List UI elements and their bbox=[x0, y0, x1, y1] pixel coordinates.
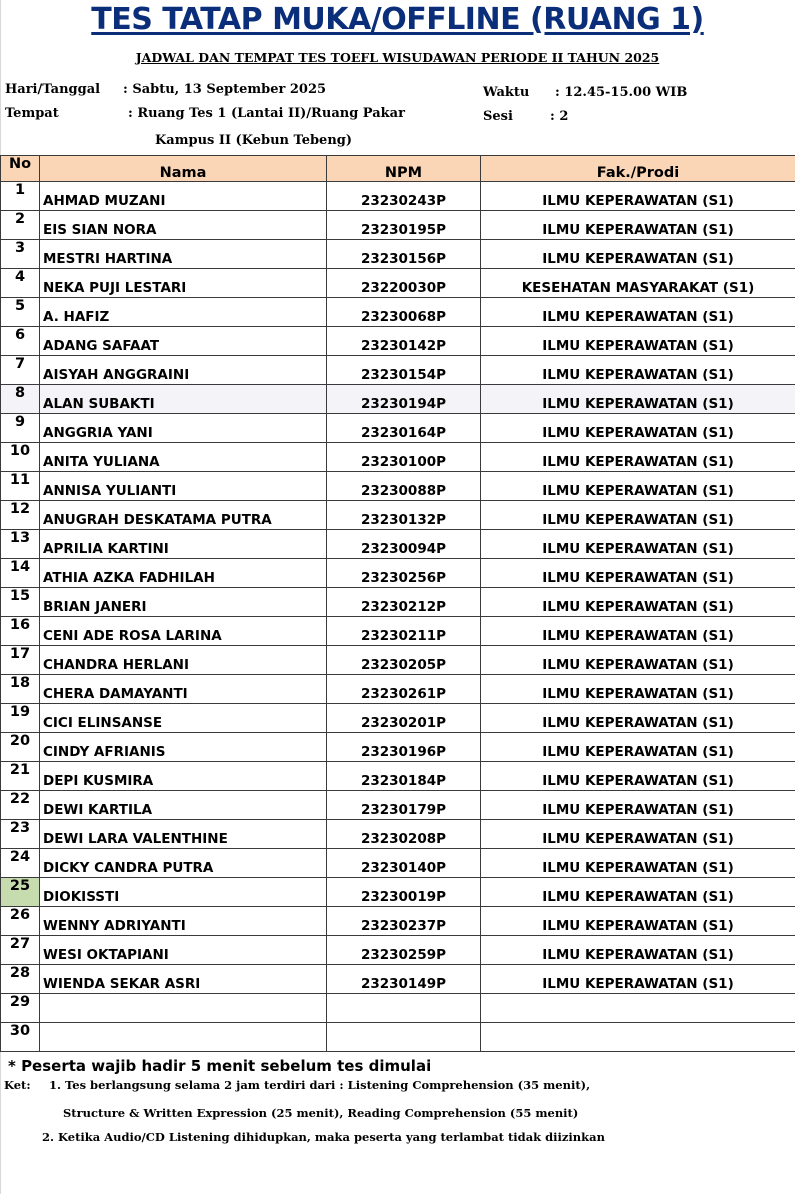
row-nama[interactable]: WESI OKTAPIANI bbox=[40, 936, 327, 965]
row-npm[interactable]: 23230132P bbox=[327, 501, 481, 530]
row-nama[interactable]: MESTRI HARTINA bbox=[40, 240, 327, 269]
header-no: No bbox=[1, 156, 40, 182]
hari-label: Hari/Tanggal bbox=[5, 82, 101, 97]
header-npm: NPM bbox=[327, 156, 481, 182]
row-npm[interactable]: 23230184P bbox=[327, 762, 481, 791]
row-npm[interactable] bbox=[327, 994, 481, 1023]
row-nama[interactable]: CENI ADE ROSA LARINA bbox=[40, 617, 327, 646]
row-nama[interactable]: APRILIA KARTINI bbox=[40, 530, 327, 559]
row-no[interactable]: 17 bbox=[1, 646, 40, 675]
row-npm[interactable]: 23230156P bbox=[327, 240, 481, 269]
table-row bbox=[1, 907, 795, 936]
row-fak-prodi[interactable]: ILMU KEPERAWATAN (S1) bbox=[481, 385, 795, 414]
row-no[interactable]: 1 bbox=[1, 182, 40, 211]
row-nama[interactable]: CHERA DAMAYANTI bbox=[40, 675, 327, 704]
table-row bbox=[1, 820, 795, 849]
table-row bbox=[1, 182, 795, 211]
row-no[interactable]: 10 bbox=[1, 443, 40, 472]
row-npm[interactable]: 23230195P bbox=[327, 211, 481, 240]
row-no[interactable]: 24 bbox=[1, 849, 40, 878]
row-fak-prodi[interactable]: ILMU KEPERAWATAN (S1) bbox=[481, 356, 795, 385]
table-row bbox=[1, 501, 795, 530]
row-npm[interactable]: 23230088P bbox=[327, 472, 481, 501]
row-npm[interactable]: 23230211P bbox=[327, 617, 481, 646]
row-nama[interactable]: CICI ELINSANSE bbox=[40, 704, 327, 733]
row-fak-prodi[interactable]: ILMU KEPERAWATAN (S1) bbox=[481, 878, 795, 907]
page-subtitle: JADWAL DAN TEMPAT TES TOEFL WISUDAWAN PERIODE II TAHUN 2025 bbox=[135, 50, 660, 65]
row-npm[interactable] bbox=[327, 1023, 481, 1052]
row-nama[interactable]: ATHIA AZKA FADHILAH bbox=[40, 559, 327, 588]
row-fak-prodi[interactable]: ILMU KEPERAWATAN (S1) bbox=[481, 298, 795, 327]
row-fak-prodi[interactable]: ILMU KEPERAWATAN (S1) bbox=[481, 327, 795, 356]
table-row bbox=[1, 385, 795, 414]
row-fak-prodi[interactable]: ILMU KEPERAWATAN (S1) bbox=[481, 820, 795, 849]
row-fak-prodi[interactable]: ILMU KEPERAWATAN (S1) bbox=[481, 588, 795, 617]
tempat-value-2: Kampus II (Kebun Tebeng) bbox=[155, 133, 353, 148]
row-no[interactable]: 11 bbox=[1, 472, 40, 501]
row-npm[interactable]: 23230205P bbox=[327, 646, 481, 675]
row-fak-prodi[interactable]: ILMU KEPERAWATAN (S1) bbox=[481, 791, 795, 820]
table-row bbox=[1, 530, 795, 559]
row-nama[interactable]: DEPI KUSMIRA bbox=[40, 762, 327, 791]
ket-item-1: 1. Tes berlangsung selama 2 jam terdiri dari : Listening Comprehension (35 menit), bbox=[49, 1078, 591, 1092]
table-row bbox=[1, 733, 795, 762]
row-npm[interactable]: 23230237P bbox=[327, 907, 481, 936]
row-no[interactable]: 20 bbox=[1, 733, 40, 762]
tempat-label: Tempat bbox=[5, 106, 59, 121]
row-nama[interactable] bbox=[40, 1023, 327, 1052]
row-nama[interactable]: A. HAFIZ bbox=[40, 298, 327, 327]
row-npm[interactable]: 23230094P bbox=[327, 530, 481, 559]
row-no[interactable]: 6 bbox=[1, 327, 40, 356]
table-row bbox=[1, 762, 795, 791]
row-no[interactable]: 15 bbox=[1, 588, 40, 617]
row-npm[interactable]: 23230243P bbox=[327, 182, 481, 211]
sesi-value: : 2 bbox=[550, 109, 569, 124]
row-npm[interactable]: 23230201P bbox=[327, 704, 481, 733]
row-nama[interactable]: ANNISA YULIANTI bbox=[40, 472, 327, 501]
table-row bbox=[1, 559, 795, 588]
sesi-label: Sesi bbox=[483, 109, 513, 124]
tempat-value: : Ruang Tes 1 (Lantai II)/Ruang Pakar bbox=[128, 106, 405, 121]
table-row bbox=[1, 994, 795, 1023]
table-row bbox=[1, 588, 795, 617]
header-fak-prodi: Fak./Prodi bbox=[481, 156, 795, 182]
table-row bbox=[1, 298, 795, 327]
table-row bbox=[1, 675, 795, 704]
row-no[interactable]: 28 bbox=[1, 965, 40, 994]
waktu-label: Waktu bbox=[483, 85, 530, 100]
row-no[interactable]: 25 bbox=[1, 878, 40, 907]
participant-table bbox=[0, 155, 795, 1052]
row-fak-prodi[interactable]: ILMU KEPERAWATAN (S1) bbox=[481, 704, 795, 733]
table-row bbox=[1, 240, 795, 269]
row-npm[interactable]: 23230140P bbox=[327, 849, 481, 878]
row-fak-prodi[interactable]: ILMU KEPERAWATAN (S1) bbox=[481, 559, 795, 588]
row-npm[interactable]: 23230259P bbox=[327, 936, 481, 965]
row-nama[interactable]: AISYAH ANGGRAINI bbox=[40, 356, 327, 385]
row-fak-prodi[interactable]: ILMU KEPERAWATAN (S1) bbox=[481, 530, 795, 559]
header-nama: Nama bbox=[40, 156, 327, 182]
row-fak-prodi[interactable] bbox=[481, 994, 795, 1023]
row-fak-prodi[interactable]: ILMU KEPERAWATAN (S1) bbox=[481, 675, 795, 704]
row-npm[interactable]: 23230164P bbox=[327, 414, 481, 443]
row-npm[interactable]: 23230196P bbox=[327, 733, 481, 762]
table-row bbox=[1, 1023, 795, 1052]
row-no[interactable]: 4 bbox=[1, 269, 40, 298]
table-row bbox=[1, 269, 795, 298]
row-nama[interactable]: ANITA YULIANA bbox=[40, 443, 327, 472]
table-row bbox=[1, 211, 795, 240]
row-no[interactable]: 13 bbox=[1, 530, 40, 559]
row-fak-prodi[interactable]: ILMU KEPERAWATAN (S1) bbox=[481, 936, 795, 965]
row-npm[interactable]: 23230208P bbox=[327, 820, 481, 849]
table-row bbox=[1, 849, 795, 878]
row-fak-prodi[interactable]: ILMU KEPERAWATAN (S1) bbox=[481, 849, 795, 878]
row-npm[interactable]: 23230100P bbox=[327, 443, 481, 472]
table-row bbox=[1, 327, 795, 356]
row-fak-prodi[interactable]: ILMU KEPERAWATAN (S1) bbox=[481, 182, 795, 211]
row-nama[interactable]: DEWI KARTILA bbox=[40, 791, 327, 820]
row-nama[interactable]: CHANDRA HERLANI bbox=[40, 646, 327, 675]
row-npm[interactable]: 23230256P bbox=[327, 559, 481, 588]
table-row bbox=[1, 443, 795, 472]
table-row bbox=[1, 878, 795, 907]
row-npm[interactable]: 23230261P bbox=[327, 675, 481, 704]
row-no[interactable]: 21 bbox=[1, 762, 40, 791]
row-nama[interactable]: ANGGRIA YANI bbox=[40, 414, 327, 443]
waktu-value: : 12.45-15.00 WIB bbox=[555, 85, 688, 100]
ket-item-2: 2. Ketika Audio/CD Listening dihidupkan, maka peserta yang terlambat tidak diizinkan bbox=[42, 1130, 605, 1144]
ket-item-1b: Structure & Written Expression (25 menit), Reading Comprehension (55 menit) bbox=[63, 1106, 579, 1120]
row-no[interactable]: 12 bbox=[1, 501, 40, 530]
attendance-note: * Peserta wajib hadir 5 menit sebelum tes dimulai bbox=[8, 1057, 432, 1075]
row-no[interactable]: 19 bbox=[1, 704, 40, 733]
row-nama[interactable]: CINDY AFRIANIS bbox=[40, 733, 327, 762]
row-fak-prodi[interactable]: ILMU KEPERAWATAN (S1) bbox=[481, 762, 795, 791]
row-fak-prodi[interactable]: ILMU KEPERAWATAN (S1) bbox=[481, 472, 795, 501]
row-nama[interactable]: NEKA PUJI LESTARI bbox=[40, 269, 327, 298]
table-row bbox=[1, 965, 795, 994]
row-no[interactable]: 30 bbox=[1, 1023, 40, 1052]
table-row bbox=[1, 617, 795, 646]
row-npm[interactable]: 23230194P bbox=[327, 385, 481, 414]
row-no[interactable]: 29 bbox=[1, 994, 40, 1023]
row-no[interactable]: 26 bbox=[1, 907, 40, 936]
row-npm[interactable]: 23230179P bbox=[327, 791, 481, 820]
row-fak-prodi[interactable]: ILMU KEPERAWATAN (S1) bbox=[481, 907, 795, 936]
row-fak-prodi[interactable]: ILMU KEPERAWATAN (S1) bbox=[481, 965, 795, 994]
table-row bbox=[1, 472, 795, 501]
row-npm[interactable]: 23230019P bbox=[327, 878, 481, 907]
row-fak-prodi[interactable]: ILMU KEPERAWATAN (S1) bbox=[481, 443, 795, 472]
table-row bbox=[1, 414, 795, 443]
row-nama[interactable]: AHMAD MUZANI bbox=[40, 182, 327, 211]
row-nama[interactable]: WENNY ADRIYANTI bbox=[40, 907, 327, 936]
row-no[interactable]: 2 bbox=[1, 211, 40, 240]
row-fak-prodi[interactable]: ILMU KEPERAWATAN (S1) bbox=[481, 733, 795, 762]
row-npm[interactable]: 23230142P bbox=[327, 327, 481, 356]
table-header-row bbox=[1, 156, 795, 182]
row-npm[interactable]: 23220030P bbox=[327, 269, 481, 298]
row-fak-prodi[interactable] bbox=[481, 1023, 795, 1052]
ket-label: Ket: bbox=[4, 1078, 31, 1092]
row-nama[interactable]: DIOKISSTI bbox=[40, 878, 327, 907]
row-fak-prodi[interactable]: KESEHATAN MASYARAKAT (S1) bbox=[481, 269, 795, 298]
row-nama[interactable]: BRIAN JANERI bbox=[40, 588, 327, 617]
row-fak-prodi[interactable]: ILMU KEPERAWATAN (S1) bbox=[481, 617, 795, 646]
row-fak-prodi[interactable]: ILMU KEPERAWATAN (S1) bbox=[481, 211, 795, 240]
row-no[interactable]: 7 bbox=[1, 356, 40, 385]
row-no[interactable]: 14 bbox=[1, 559, 40, 588]
row-no[interactable]: 23 bbox=[1, 820, 40, 849]
hari-value: : Sabtu, 13 September 2025 bbox=[123, 82, 327, 97]
row-no[interactable]: 8 bbox=[1, 385, 40, 414]
row-npm[interactable]: 23230212P bbox=[327, 588, 481, 617]
row-no[interactable]: 9 bbox=[1, 414, 40, 443]
table-row bbox=[1, 356, 795, 385]
table-row bbox=[1, 646, 795, 675]
table-row bbox=[1, 791, 795, 820]
row-fak-prodi[interactable]: ILMU KEPERAWATAN (S1) bbox=[481, 646, 795, 675]
row-no[interactable]: 3 bbox=[1, 240, 40, 269]
row-fak-prodi[interactable]: ILMU KEPERAWATAN (S1) bbox=[481, 240, 795, 269]
row-nama[interactable]: WIENDA SEKAR ASRI bbox=[40, 965, 327, 994]
row-nama[interactable]: DICKY CANDRA PUTRA bbox=[40, 849, 327, 878]
row-nama[interactable]: EIS SIAN NORA bbox=[40, 211, 327, 240]
row-no[interactable]: 18 bbox=[1, 675, 40, 704]
row-npm[interactable]: 23230154P bbox=[327, 356, 481, 385]
row-fak-prodi[interactable]: ILMU KEPERAWATAN (S1) bbox=[481, 501, 795, 530]
row-npm[interactable]: 23230068P bbox=[327, 298, 481, 327]
row-nama[interactable]: DEWI LARA VALENTHINE bbox=[40, 820, 327, 849]
row-no[interactable]: 16 bbox=[1, 617, 40, 646]
row-fak-prodi[interactable]: ILMU KEPERAWATAN (S1) bbox=[481, 414, 795, 443]
row-nama[interactable]: ADANG SAFAAT bbox=[40, 327, 327, 356]
row-npm[interactable]: 23230149P bbox=[327, 965, 481, 994]
table-row bbox=[1, 704, 795, 733]
row-nama[interactable] bbox=[40, 994, 327, 1023]
row-nama[interactable]: ANUGRAH DESKATAMA PUTRA bbox=[40, 501, 327, 530]
row-no[interactable]: 22 bbox=[1, 791, 40, 820]
row-no[interactable]: 27 bbox=[1, 936, 40, 965]
row-no[interactable]: 5 bbox=[1, 298, 40, 327]
page-title: TES TATAP MUKA/OFFLINE (RUANG 1) bbox=[91, 2, 704, 37]
table-row bbox=[1, 936, 795, 965]
row-nama[interactable]: ALAN SUBAKTI bbox=[40, 385, 327, 414]
